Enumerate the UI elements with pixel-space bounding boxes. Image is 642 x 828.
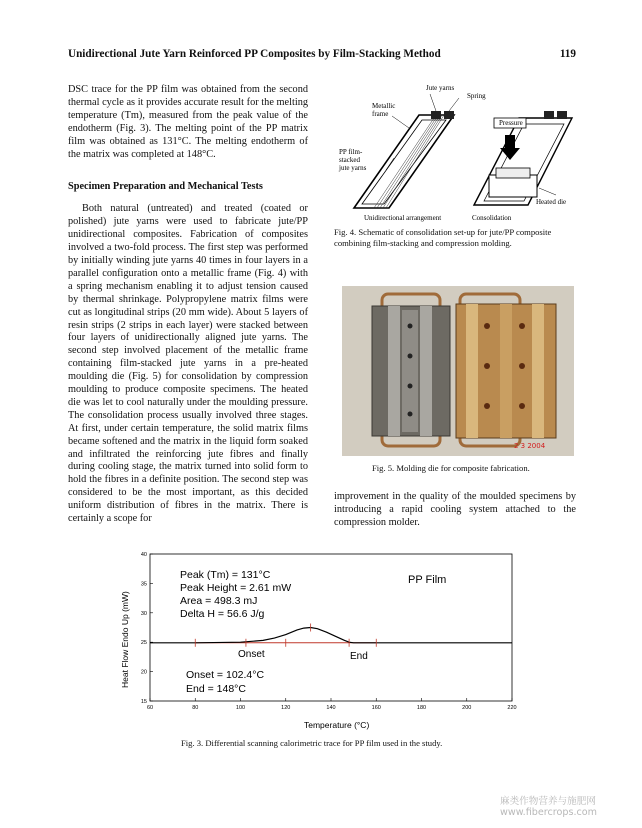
- x-tick-label: 60: [146, 705, 154, 711]
- annot-delta-h: Delta H = 56.6 J/g: [180, 608, 265, 620]
- chart-title: PP Film: [408, 574, 447, 586]
- section-heading: Specimen Preparation and Mechanical Tests: [68, 181, 263, 193]
- annot-area: Area = 498.3 mJ: [180, 595, 258, 607]
- label-unidirectional: Unidirectional arrangement: [364, 214, 442, 222]
- x-tick-label: 200: [462, 705, 472, 711]
- y-tick-label: 30: [140, 610, 147, 617]
- figure-3-chart: [118, 548, 522, 738]
- annot-peak: Peak (Tm) = 131°C: [180, 569, 271, 581]
- consolidation-schematic: [334, 80, 584, 230]
- photo-date-stamp: 2 3 2004: [514, 442, 546, 450]
- label-jute-yarns: Jute yarns: [426, 84, 455, 92]
- label-spring: Spring: [467, 92, 486, 100]
- x-tick-label: 220: [507, 705, 517, 711]
- figure-5-caption: Fig. 5. Molding die for composite fabrication.: [372, 463, 530, 473]
- watermark-cn: 麻类作物营养与施肥网: [500, 796, 596, 807]
- y-tick-label: 25: [140, 640, 147, 647]
- x-tick-label: 120: [281, 705, 291, 711]
- running-header: [68, 48, 576, 60]
- watermark: [500, 796, 597, 818]
- y-tick-label: 15: [140, 699, 147, 705]
- annot-end-label: End: [350, 651, 368, 662]
- spring-shape: [431, 111, 441, 119]
- label-heated-die: Heated die: [536, 198, 567, 206]
- figure-3-caption: Fig. 3. Differential scanning calorimetric trace for PP film used in the study.: [181, 738, 443, 748]
- label-pp-film: PP film-stacked jute yarns: [339, 148, 367, 172]
- y-tick-label: 20: [140, 669, 147, 676]
- y-tick-label: 40: [140, 552, 147, 558]
- page-number: 119: [559, 48, 576, 60]
- label-pressure: Pressure: [499, 119, 523, 127]
- paragraph-dsc: DSC trace for the PP film was obtained from the second thermal cycle as it provides accurate result for the melting temperature (Tm), measured from the peak value of the endotherm (Fig. 3). The melting point of the PP matrix film was obtained as 131°C. The melting endotherm of the matrix was completed at 148°C.: [68, 84, 308, 160]
- x-tick-label: 100: [235, 705, 246, 711]
- molding-die-photo: [342, 286, 574, 456]
- dsc-chart: [118, 548, 522, 738]
- label-consolidation: Consolidation: [472, 214, 512, 222]
- label-metallic-frame: Metallic frame: [372, 102, 396, 118]
- y-axis-label: Heat Flow Endo Up (mW): [120, 591, 130, 688]
- figure-4-caption: Fig. 4. Schematic of consolidation set-up for jute/PP composite combining film-stacking and compression molding.: [334, 227, 552, 248]
- watermark-url: www.fibercrops.com: [500, 807, 597, 818]
- figure-5-photo: [342, 286, 574, 456]
- running-title: Unidirectional Jute Yarn Reinforced PP Composites by Film-Stacking Method: [68, 48, 441, 60]
- x-axis-label: Temperature (°C): [304, 720, 370, 730]
- x-tick-label: 180: [416, 705, 427, 711]
- y-tick-label: 35: [140, 581, 147, 588]
- annot-peak-height: Peak Height = 2.61 mW: [180, 582, 292, 594]
- left-column: [68, 84, 308, 526]
- annot-onset-label: Onset: [238, 649, 265, 660]
- paragraph-specimen: Both natural (untreated) and treated (coated or polished) jute yarns were used to fabricate jute/PP unidirectional composites. Fabrication of composites involved a two-fold process. The first step was performed by initially winding jute yarns 40 times in four layers in a parallel configuration onto a metallic frame (Fig. 4) with a spring mechanism enabling it to adjust tension caused by thermal shrinkage. Polypropylene matrix films were cut as longitudinal strips (20 mm wide). About 5 layers of resin strips (2 strips in each layer) were stacked between four layers of unidirectionally aligned jute yarns. The second step involved placement of the metallic frame containing film-stacked jute yarns in a pre-heated moulding die (Fig. 5) for consolidation by compression moulding to produce composite specimens. The heated die was let to cool naturally under the moulding pressure. The consolidation process usually involved three stages. At first, under certain temperature, the solid matrix films became softened and the matrix in the liquid form soaked and infiltrated the reinforcing jute fibres and finally during cooling stage, the matrix turned into solid form to hold the fibres in a definite position. The second step was considered to be the most important, as this decided uniform distribution of fibres in the matrix. There is certainly a scope for: [68, 203, 308, 525]
- x-tick-label: 80: [192, 705, 199, 711]
- annot-end-value: End = 148°C: [186, 683, 246, 695]
- figure-4-schematic: [334, 80, 584, 240]
- x-tick-label: 140: [326, 705, 336, 711]
- right-column: improvement in the quality of the moulded specimens by introducing a rapid cooling system attached to the compression molder.: [334, 491, 576, 528]
- x-tick-label: 160: [371, 705, 381, 711]
- annot-onset-value: Onset = 102.4°C: [186, 669, 265, 681]
